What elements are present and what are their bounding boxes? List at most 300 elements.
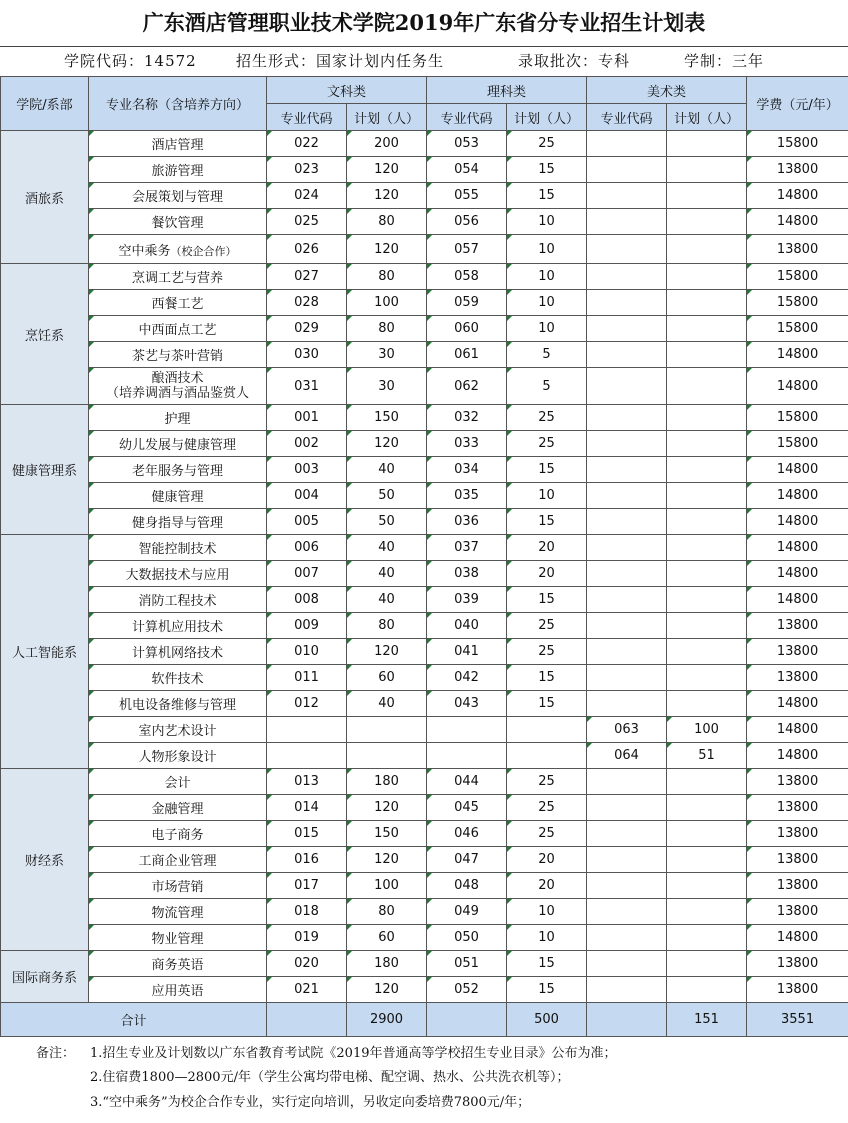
like-code: 053 xyxy=(427,131,507,157)
header-group-meishu: 美术类 xyxy=(587,77,747,104)
table-row xyxy=(1,157,848,183)
table-row xyxy=(1,873,848,899)
wenke-plan: 120 xyxy=(347,639,427,665)
table-row xyxy=(1,342,848,368)
wenke-plan: 30 xyxy=(347,368,427,405)
like-code: 043 xyxy=(427,691,507,717)
like-plan xyxy=(507,717,587,743)
meishu-plan xyxy=(667,264,747,290)
like-code: 044 xyxy=(427,769,507,795)
like-plan: 25 xyxy=(507,405,587,431)
like-plan: 25 xyxy=(507,431,587,457)
like-code: 034 xyxy=(427,457,507,483)
like-plan: 25 xyxy=(507,795,587,821)
like-code: 032 xyxy=(427,405,507,431)
wenke-code: 027 xyxy=(267,264,347,290)
wenke-plan: 80 xyxy=(347,209,427,235)
meishu-code xyxy=(587,264,667,290)
table-row xyxy=(1,665,848,691)
wenke-code: 019 xyxy=(267,925,347,951)
note-line: 2.住宿费1800—2800元/年（学生公寓均带电梯、配空调、热水、公共洗衣机等）； xyxy=(90,1070,570,1085)
meishu-plan xyxy=(667,925,747,951)
meishu-code xyxy=(587,873,667,899)
like-code: 047 xyxy=(427,847,507,873)
table-row xyxy=(1,951,848,977)
wenke-code: 013 xyxy=(267,769,347,795)
wenke-code: 003 xyxy=(267,457,347,483)
like-plan: 10 xyxy=(507,290,587,316)
header-code: 专业代码 xyxy=(587,104,667,131)
wenke-plan xyxy=(347,717,427,743)
fee: 14800 xyxy=(747,691,848,717)
meishu-code: 063 xyxy=(587,717,667,743)
fee: 15800 xyxy=(747,290,848,316)
meishu-plan xyxy=(667,691,747,717)
wenke-code: 010 xyxy=(267,639,347,665)
meishu-code xyxy=(587,951,667,977)
like-plan: 20 xyxy=(507,847,587,873)
study-years: 学制：三年 xyxy=(684,52,765,70)
like-plan: 10 xyxy=(507,235,587,264)
wenke-code: 030 xyxy=(267,342,347,368)
wenke-code: 002 xyxy=(267,431,347,457)
table-row xyxy=(1,457,848,483)
like-code: 038 xyxy=(427,561,507,587)
wenke-plan: 40 xyxy=(347,587,427,613)
meishu-code xyxy=(587,821,667,847)
table-row xyxy=(1,368,848,405)
table-row xyxy=(1,405,848,431)
like-plan: 10 xyxy=(507,925,587,951)
fee: 15800 xyxy=(747,316,848,342)
like-plan: 5 xyxy=(507,368,587,405)
total-like-code xyxy=(427,1003,507,1037)
wenke-plan: 100 xyxy=(347,873,427,899)
meishu-code xyxy=(587,157,667,183)
meishu-plan xyxy=(667,483,747,509)
header-plan: 计划（人） xyxy=(667,104,747,131)
like-code: 058 xyxy=(427,264,507,290)
meishu-code xyxy=(587,925,667,951)
wenke-code: 007 xyxy=(267,561,347,587)
meishu-plan xyxy=(667,405,747,431)
header-fee: 学费（元/年） xyxy=(747,77,848,131)
like-plan xyxy=(507,743,587,769)
wenke-code: 024 xyxy=(267,183,347,209)
meishu-code xyxy=(587,405,667,431)
dept-cell: 国际商务系 xyxy=(1,951,89,1003)
table-row xyxy=(1,290,848,316)
wenke-code: 021 xyxy=(267,977,347,1003)
like-code: 042 xyxy=(427,665,507,691)
meishu-plan xyxy=(667,316,747,342)
like-code: 055 xyxy=(427,183,507,209)
meishu-plan xyxy=(667,639,747,665)
dept-cell: 人工智能系 xyxy=(1,535,89,769)
wenke-code: 020 xyxy=(267,951,347,977)
major-name: 幼儿发展与健康管理 xyxy=(89,431,267,457)
dept-cell: 烹饪系 xyxy=(1,264,89,405)
major-name: 市场营销 xyxy=(89,873,267,899)
like-code: 035 xyxy=(427,483,507,509)
meishu-code xyxy=(587,587,667,613)
wenke-plan: 150 xyxy=(347,405,427,431)
fee: 14800 xyxy=(747,509,848,535)
fee: 14800 xyxy=(747,483,848,509)
total-row xyxy=(1,1003,848,1037)
like-code: 059 xyxy=(427,290,507,316)
table-row xyxy=(1,821,848,847)
like-plan: 20 xyxy=(507,561,587,587)
meishu-code xyxy=(587,431,667,457)
like-plan: 15 xyxy=(507,457,587,483)
meishu-code xyxy=(587,899,667,925)
meishu-plan xyxy=(667,431,747,457)
major-name: 物业管理 xyxy=(89,925,267,951)
fee: 13800 xyxy=(747,769,848,795)
meishu-plan xyxy=(667,209,747,235)
fee: 13800 xyxy=(747,847,848,873)
wenke-plan: 80 xyxy=(347,613,427,639)
major-name xyxy=(89,235,267,264)
table-row xyxy=(1,209,848,235)
fee: 14800 xyxy=(747,368,848,405)
table-row xyxy=(1,235,848,264)
like-plan: 15 xyxy=(507,951,587,977)
note-line: 1.招生专业及计划数以广东省教育考试院《2019年普通高等学校招生专业目录》公布为准； xyxy=(90,1046,617,1061)
meishu-plan xyxy=(667,769,747,795)
wenke-code: 009 xyxy=(267,613,347,639)
table-row xyxy=(1,717,848,743)
wenke-plan: 100 xyxy=(347,290,427,316)
table-row xyxy=(1,483,848,509)
like-plan: 10 xyxy=(507,899,587,925)
major-name: 会计 xyxy=(89,769,267,795)
like-code: 054 xyxy=(427,157,507,183)
wenke-plan: 120 xyxy=(347,795,427,821)
header-major: 专业名称（含培养方向） xyxy=(89,77,267,131)
page-title: 广东酒店管理职业技术学院2019年广东省分专业招生计划表 xyxy=(0,0,848,47)
total-wenke-code xyxy=(267,1003,347,1037)
table-row xyxy=(1,431,848,457)
meishu-plan xyxy=(667,873,747,899)
like-plan: 10 xyxy=(507,483,587,509)
like-plan: 15 xyxy=(507,509,587,535)
like-code: 062 xyxy=(427,368,507,405)
table-row xyxy=(1,183,848,209)
wenke-plan: 40 xyxy=(347,535,427,561)
major-name: 中西面点工艺 xyxy=(89,316,267,342)
wenke-plan: 120 xyxy=(347,977,427,1003)
wenke-plan: 180 xyxy=(347,951,427,977)
wenke-plan: 40 xyxy=(347,691,427,717)
wenke-code: 031 xyxy=(267,368,347,405)
table-row xyxy=(1,264,848,290)
meishu-plan: 100 xyxy=(667,717,747,743)
table-row xyxy=(1,535,848,561)
meishu-code xyxy=(587,235,667,264)
dept-cell: 健康管理系 xyxy=(1,405,89,535)
major-name: 酒店管理 xyxy=(89,131,267,157)
wenke-code: 005 xyxy=(267,509,347,535)
major-name: 茶艺与茶叶营销 xyxy=(89,342,267,368)
wenke-plan: 150 xyxy=(347,821,427,847)
meishu-code xyxy=(587,613,667,639)
fee: 14800 xyxy=(747,183,848,209)
wenke-code xyxy=(267,743,347,769)
table-row xyxy=(1,743,848,769)
meishu-code xyxy=(587,977,667,1003)
wenke-plan: 40 xyxy=(347,561,427,587)
like-code xyxy=(427,743,507,769)
wenke-plan: 180 xyxy=(347,769,427,795)
major-name: 健身指导与管理 xyxy=(89,509,267,535)
wenke-code: 008 xyxy=(267,587,347,613)
wenke-code: 018 xyxy=(267,899,347,925)
header-code: 专业代码 xyxy=(427,104,507,131)
like-plan: 20 xyxy=(507,873,587,899)
meishu-plan xyxy=(667,157,747,183)
like-code: 045 xyxy=(427,795,507,821)
meishu-plan: 51 xyxy=(667,743,747,769)
fee: 13800 xyxy=(747,613,848,639)
major-name: 会展策划与管理 xyxy=(89,183,267,209)
major-name: 大数据技术与应用 xyxy=(89,561,267,587)
like-plan: 25 xyxy=(507,769,587,795)
table-row xyxy=(1,561,848,587)
fee: 13800 xyxy=(747,899,848,925)
meishu-plan xyxy=(667,183,747,209)
fee: 13800 xyxy=(747,665,848,691)
meishu-plan xyxy=(667,847,747,873)
dept-cell: 财经系 xyxy=(1,769,89,951)
meishu-code: 064 xyxy=(587,743,667,769)
fee: 14800 xyxy=(747,535,848,561)
major-name-note: （校企合作） xyxy=(170,244,237,258)
meishu-plan xyxy=(667,587,747,613)
like-code: 039 xyxy=(427,587,507,613)
wenke-code xyxy=(267,717,347,743)
like-plan: 5 xyxy=(507,342,587,368)
meishu-code xyxy=(587,665,667,691)
like-plan: 15 xyxy=(507,157,587,183)
header-plan: 计划（人） xyxy=(347,104,427,131)
major-name: 电子商务 xyxy=(89,821,267,847)
like-code: 041 xyxy=(427,639,507,665)
table-row xyxy=(1,316,848,342)
major-name: 计算机应用技术 xyxy=(89,613,267,639)
wenke-code: 023 xyxy=(267,157,347,183)
wenke-plan: 60 xyxy=(347,925,427,951)
wenke-code: 006 xyxy=(267,535,347,561)
wenke-plan: 120 xyxy=(347,157,427,183)
major-name: 工商企业管理 xyxy=(89,847,267,873)
meishu-plan xyxy=(667,561,747,587)
fee: 13800 xyxy=(747,951,848,977)
table-row xyxy=(1,925,848,951)
like-plan: 10 xyxy=(507,264,587,290)
wenke-code: 029 xyxy=(267,316,347,342)
major-name: 计算机网络技术 xyxy=(89,639,267,665)
wenke-code: 001 xyxy=(267,405,347,431)
wenke-plan: 200 xyxy=(347,131,427,157)
meishu-plan xyxy=(667,235,747,264)
wenke-plan: 30 xyxy=(347,342,427,368)
major-name: 室内艺术设计 xyxy=(89,717,267,743)
like-code: 050 xyxy=(427,925,507,951)
major-name: 西餐工艺 xyxy=(89,290,267,316)
major-name: 消防工程技术 xyxy=(89,587,267,613)
major-name: 旅游管理 xyxy=(89,157,267,183)
meishu-plan xyxy=(667,342,747,368)
header-group-like: 理科类 xyxy=(427,77,587,104)
major-name-line1: 酿酒技术 xyxy=(151,371,204,386)
major-name: 智能控制技术 xyxy=(89,535,267,561)
total-fee: 3551 xyxy=(747,1003,848,1037)
meishu-plan xyxy=(667,368,747,405)
total-label: 合计 xyxy=(1,1003,267,1037)
meishu-plan xyxy=(667,535,747,561)
meishu-code xyxy=(587,509,667,535)
wenke-code: 015 xyxy=(267,821,347,847)
total-meishu-code xyxy=(587,1003,667,1037)
meishu-code xyxy=(587,342,667,368)
meishu-code xyxy=(587,561,667,587)
table-row xyxy=(1,131,848,157)
like-plan: 20 xyxy=(507,535,587,561)
meishu-code xyxy=(587,535,667,561)
meishu-plan xyxy=(667,509,747,535)
like-plan: 15 xyxy=(507,665,587,691)
major-name xyxy=(89,368,267,405)
wenke-code: 017 xyxy=(267,873,347,899)
major-name: 软件技术 xyxy=(89,665,267,691)
major-name: 餐饮管理 xyxy=(89,209,267,235)
wenke-plan: 50 xyxy=(347,509,427,535)
fee: 15800 xyxy=(747,131,848,157)
fee: 13800 xyxy=(747,821,848,847)
meishu-code xyxy=(587,368,667,405)
table-row xyxy=(1,587,848,613)
fee: 14800 xyxy=(747,342,848,368)
table-row xyxy=(1,977,848,1003)
like-plan: 10 xyxy=(507,209,587,235)
table-row xyxy=(1,847,848,873)
fee: 13800 xyxy=(747,873,848,899)
notes-label: 备注： xyxy=(36,1046,76,1061)
like-code: 040 xyxy=(427,613,507,639)
major-name: 健康管理 xyxy=(89,483,267,509)
wenke-code: 026 xyxy=(267,235,347,264)
meishu-code xyxy=(587,769,667,795)
like-plan: 10 xyxy=(507,316,587,342)
fee: 13800 xyxy=(747,157,848,183)
like-code: 049 xyxy=(427,899,507,925)
meishu-code xyxy=(587,290,667,316)
header-group-wenke: 文科类 xyxy=(267,77,427,104)
table-row xyxy=(1,613,848,639)
wenke-code: 016 xyxy=(267,847,347,873)
like-code: 046 xyxy=(427,821,507,847)
like-code: 052 xyxy=(427,977,507,1003)
total-meishu-plan: 151 xyxy=(667,1003,747,1037)
header-code: 专业代码 xyxy=(267,104,347,131)
major-name: 应用英语 xyxy=(89,977,267,1003)
meishu-code xyxy=(587,691,667,717)
fee: 14800 xyxy=(747,925,848,951)
fee: 15800 xyxy=(747,405,848,431)
fee: 14800 xyxy=(747,717,848,743)
like-code: 060 xyxy=(427,316,507,342)
like-plan: 15 xyxy=(507,183,587,209)
like-plan: 25 xyxy=(507,613,587,639)
meishu-code xyxy=(587,316,667,342)
meishu-code xyxy=(587,847,667,873)
major-name: 护理 xyxy=(89,405,267,431)
like-code: 061 xyxy=(427,342,507,368)
wenke-plan: 120 xyxy=(347,235,427,264)
admission-batch: 录取批次：专科 xyxy=(518,52,631,70)
header-row-1 xyxy=(1,77,848,104)
major-name-line2: （培养调酒与酒品鉴赏人 xyxy=(105,386,249,401)
meishu-code xyxy=(587,183,667,209)
header-dept: 学院/系部 xyxy=(1,77,89,131)
meishu-plan xyxy=(667,795,747,821)
fee: 13800 xyxy=(747,235,848,264)
wenke-plan: 50 xyxy=(347,483,427,509)
major-name: 商务英语 xyxy=(89,951,267,977)
major-name: 物流管理 xyxy=(89,899,267,925)
wenke-code: 028 xyxy=(267,290,347,316)
meishu-plan xyxy=(667,821,747,847)
meishu-plan xyxy=(667,977,747,1003)
like-plan: 25 xyxy=(507,639,587,665)
meishu-plan xyxy=(667,899,747,925)
fee: 13800 xyxy=(747,977,848,1003)
wenke-plan xyxy=(347,743,427,769)
like-plan: 15 xyxy=(507,587,587,613)
major-name: 机电设备维修与管理 xyxy=(89,691,267,717)
table-row xyxy=(1,691,848,717)
major-name: 金融管理 xyxy=(89,795,267,821)
meishu-code xyxy=(587,209,667,235)
like-plan: 15 xyxy=(507,691,587,717)
major-name-text: 空中乘务 xyxy=(118,243,171,259)
like-plan: 25 xyxy=(507,131,587,157)
wenke-code: 025 xyxy=(267,209,347,235)
header-plan: 计划（人） xyxy=(507,104,587,131)
meishu-code xyxy=(587,483,667,509)
enrollment-table xyxy=(0,76,848,1037)
table-row xyxy=(1,899,848,925)
major-name: 烹调工艺与营养 xyxy=(89,264,267,290)
like-code: 048 xyxy=(427,873,507,899)
wenke-plan: 80 xyxy=(347,264,427,290)
fee: 14800 xyxy=(747,209,848,235)
like-code: 056 xyxy=(427,209,507,235)
fee: 14800 xyxy=(747,587,848,613)
wenke-plan: 60 xyxy=(347,665,427,691)
fee: 13800 xyxy=(747,639,848,665)
like-code: 037 xyxy=(427,535,507,561)
meishu-code xyxy=(587,639,667,665)
wenke-plan: 80 xyxy=(347,316,427,342)
wenke-code: 012 xyxy=(267,691,347,717)
total-wenke-plan: 2900 xyxy=(347,1003,427,1037)
dept-cell: 酒旅系 xyxy=(1,131,89,264)
wenke-plan: 120 xyxy=(347,431,427,457)
major-name: 老年服务与管理 xyxy=(89,457,267,483)
